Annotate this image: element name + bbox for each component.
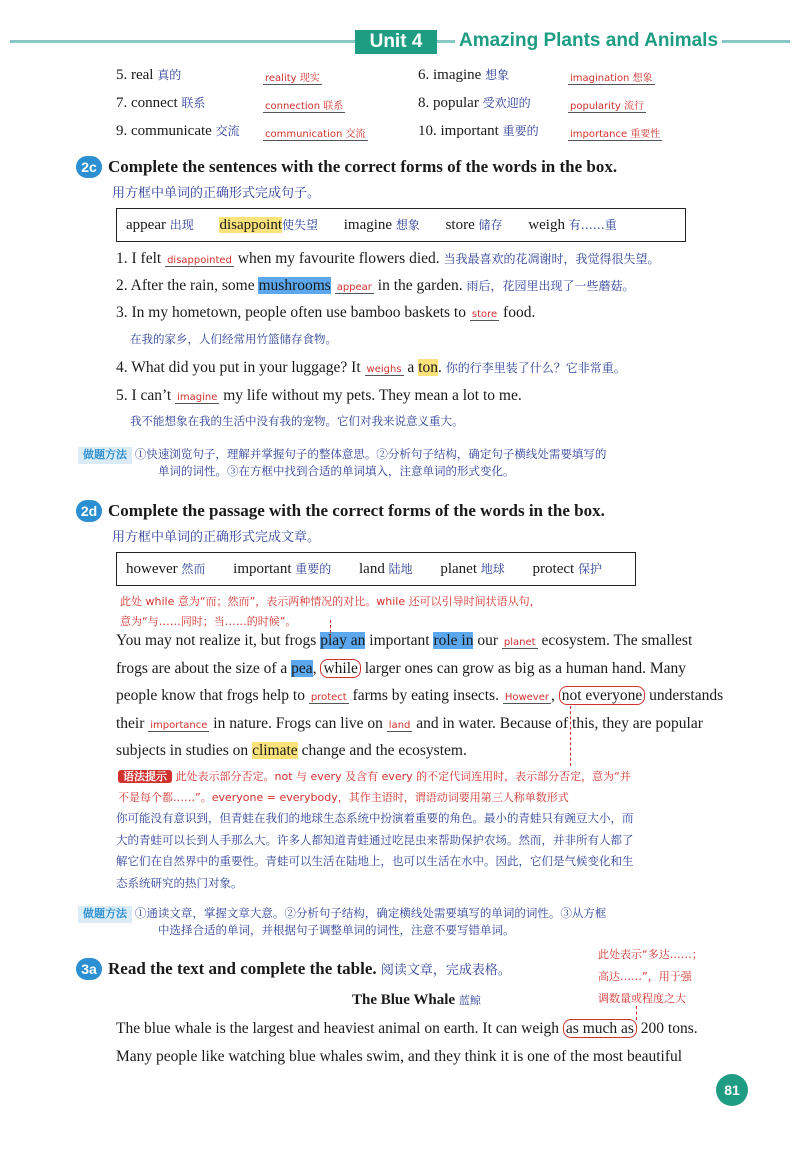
section-badge-3a: 3a — [76, 958, 102, 980]
answer: imagination 想象 — [570, 73, 653, 84]
vocab-row: 10. important 重要的 — [418, 123, 539, 139]
section-title-2c: Complete the sentences with the correct forms of the words in the box. — [108, 157, 618, 176]
page-number: 81 — [716, 1074, 748, 1106]
text-line-1: The blue whale is the largest and heaviest animal on earth. It can weigh as much as 200 tons. — [116, 1020, 698, 1037]
grammar-note: 语法提示 此处表示部分否定。not 与 every 及含有 every 的不定代词连用时，表示部分否定，意为“并 不是每个都……”。everyone = everybody，其作主语时，谓语动词要用第三人称单数形式 — [118, 770, 631, 804]
sentence-4: 4. What did you put in your luggage? It weighs a ton. 你的行李里装了什么？它非常重。 — [116, 359, 626, 376]
answer: importance 重要性 — [570, 129, 661, 140]
section-badge-2d: 2d — [76, 500, 102, 522]
passage-line-4: their importance in nature. Frogs can live on land and in water. Because of this, they are popular — [116, 715, 703, 732]
unit-title: Amazing Plants and Animals — [455, 30, 722, 52]
method-tip-2c: 做题方法 ①快速浏览句子，理解并掌握句子的整体意思。②分析句子结构，确定句子横线处需要填写的 单词的词性。③在方框中找到合适的单词填入，注意单词的形式变化。 — [78, 447, 738, 481]
sentence-2: 2. After the rain, some mushrooms appear in the garden. 雨后，花园里出现了一些蘑菇。 — [116, 277, 635, 294]
dashed-connector — [636, 1006, 637, 1020]
answer: reality 现实 — [265, 73, 320, 84]
dashed-connector — [330, 620, 331, 638]
sentence-3-translation: 在我的家乡，人们经常用竹篮储存食物。 — [130, 334, 337, 346]
section-badge-2c: 2c — [76, 156, 102, 178]
grammar-label: 语法提示 — [118, 770, 172, 783]
text-line-2: Many people like watching blue whales swim, and they think it is one of the most beautiful — [116, 1048, 683, 1065]
sentence-5-translation: 我不能想象在我的生活中没有我的宠物。它们对我来说意义重大。 — [130, 416, 464, 428]
sentence-5: 5. I can’t imagine my life without my pets. They mean a lot to me. — [116, 387, 522, 404]
section-title-3a: Read the text and complete the table. 阅读文章，完成表格。 — [108, 959, 511, 978]
passage-line-1: You may not realize it, but frogs play an important role in our planet ecosystem. The smallest — [116, 632, 693, 649]
vocab-row: 7. connect 联系 — [116, 95, 206, 111]
answer: communication 交流 — [265, 129, 366, 140]
while-note: 此处 while 意为“而；然而”，表示两种情况的对比。while 还可以引导时间状语从句， 意为“与……同时；当……的时候”。 — [120, 595, 541, 628]
passage-line-5: subjects in studies on climate change and the ecosystem. — [116, 742, 467, 759]
section-subtitle-2d: 用方框中单词的正确形式完成文章。 — [112, 529, 321, 544]
section-subtitle-2c: 用方框中单词的正确形式完成句子。 — [112, 185, 321, 200]
answer: popularity 流行 — [570, 101, 644, 112]
text-heading: The Blue Whale 蓝鲸 — [352, 992, 481, 1008]
section-title-2d: Complete the passage with the correct forms of the words in the box. — [108, 501, 605, 520]
vocab-row: 5. real 真的 — [116, 67, 182, 83]
unit-label: Unit 4 — [355, 30, 437, 54]
sentence-3: 3. In my hometown, people often use bamboo baskets to store food. — [116, 304, 536, 321]
as-much-as-note: 此处表示“多达……； 高达……”，用于强 调数量或程度之大 — [598, 948, 703, 1005]
word-box-2d: however 然而 important 重要的 land 陆地 planet 地球 protect 保护 — [116, 552, 636, 586]
sentence-1: 1. I felt disappointed when my favourite flowers died. 当我最喜欢的花凋谢时，我觉得很失望。 — [116, 250, 660, 267]
word-box-2c: appear 出现 disappoint使失望 imagine 想象 store 储存 weigh 有……重 — [116, 208, 686, 242]
vocab-row: 6. imagine 想象 — [418, 67, 510, 83]
method-tip-2d: 做题方法 ①通读文章，掌握文章大意。②分析句子结构，确定横线处需要填写的单词的词性。③从方框 中选择合适的单词，并根据句子调整单词的词性，注意不要写错单词。 — [78, 906, 738, 940]
passage-translation: 你可能没有意识到，但青蛙在我们的地球生态系统中扮演着重要的角色。最小的青蛙只有豌豆大小，而 大的青蛙可以长到人手那么大。许多人都知道青蛙通过吃昆虫来帮助保护农场。然而，并非所有人都了 解它们在自然界中的重要性。青蛙可以生活在陆地上，也可以生活在水中。因此，它们是气候变化和生 态系统研究的热门对象。 — [116, 811, 634, 890]
passage-line-3: people know that frogs help to protect farms by eating insects. However , not everyone understands — [116, 687, 724, 704]
vocab-row: 9. communicate 交流 — [116, 123, 240, 139]
dashed-connector — [570, 706, 571, 766]
vocab-row: 8. popular 受欢迎的 — [418, 95, 531, 111]
passage-line-2: frogs are about the size of a pea, while larger ones can grow as big as a human hand. Many — [116, 660, 686, 677]
answer: connection 联系 — [265, 101, 344, 112]
